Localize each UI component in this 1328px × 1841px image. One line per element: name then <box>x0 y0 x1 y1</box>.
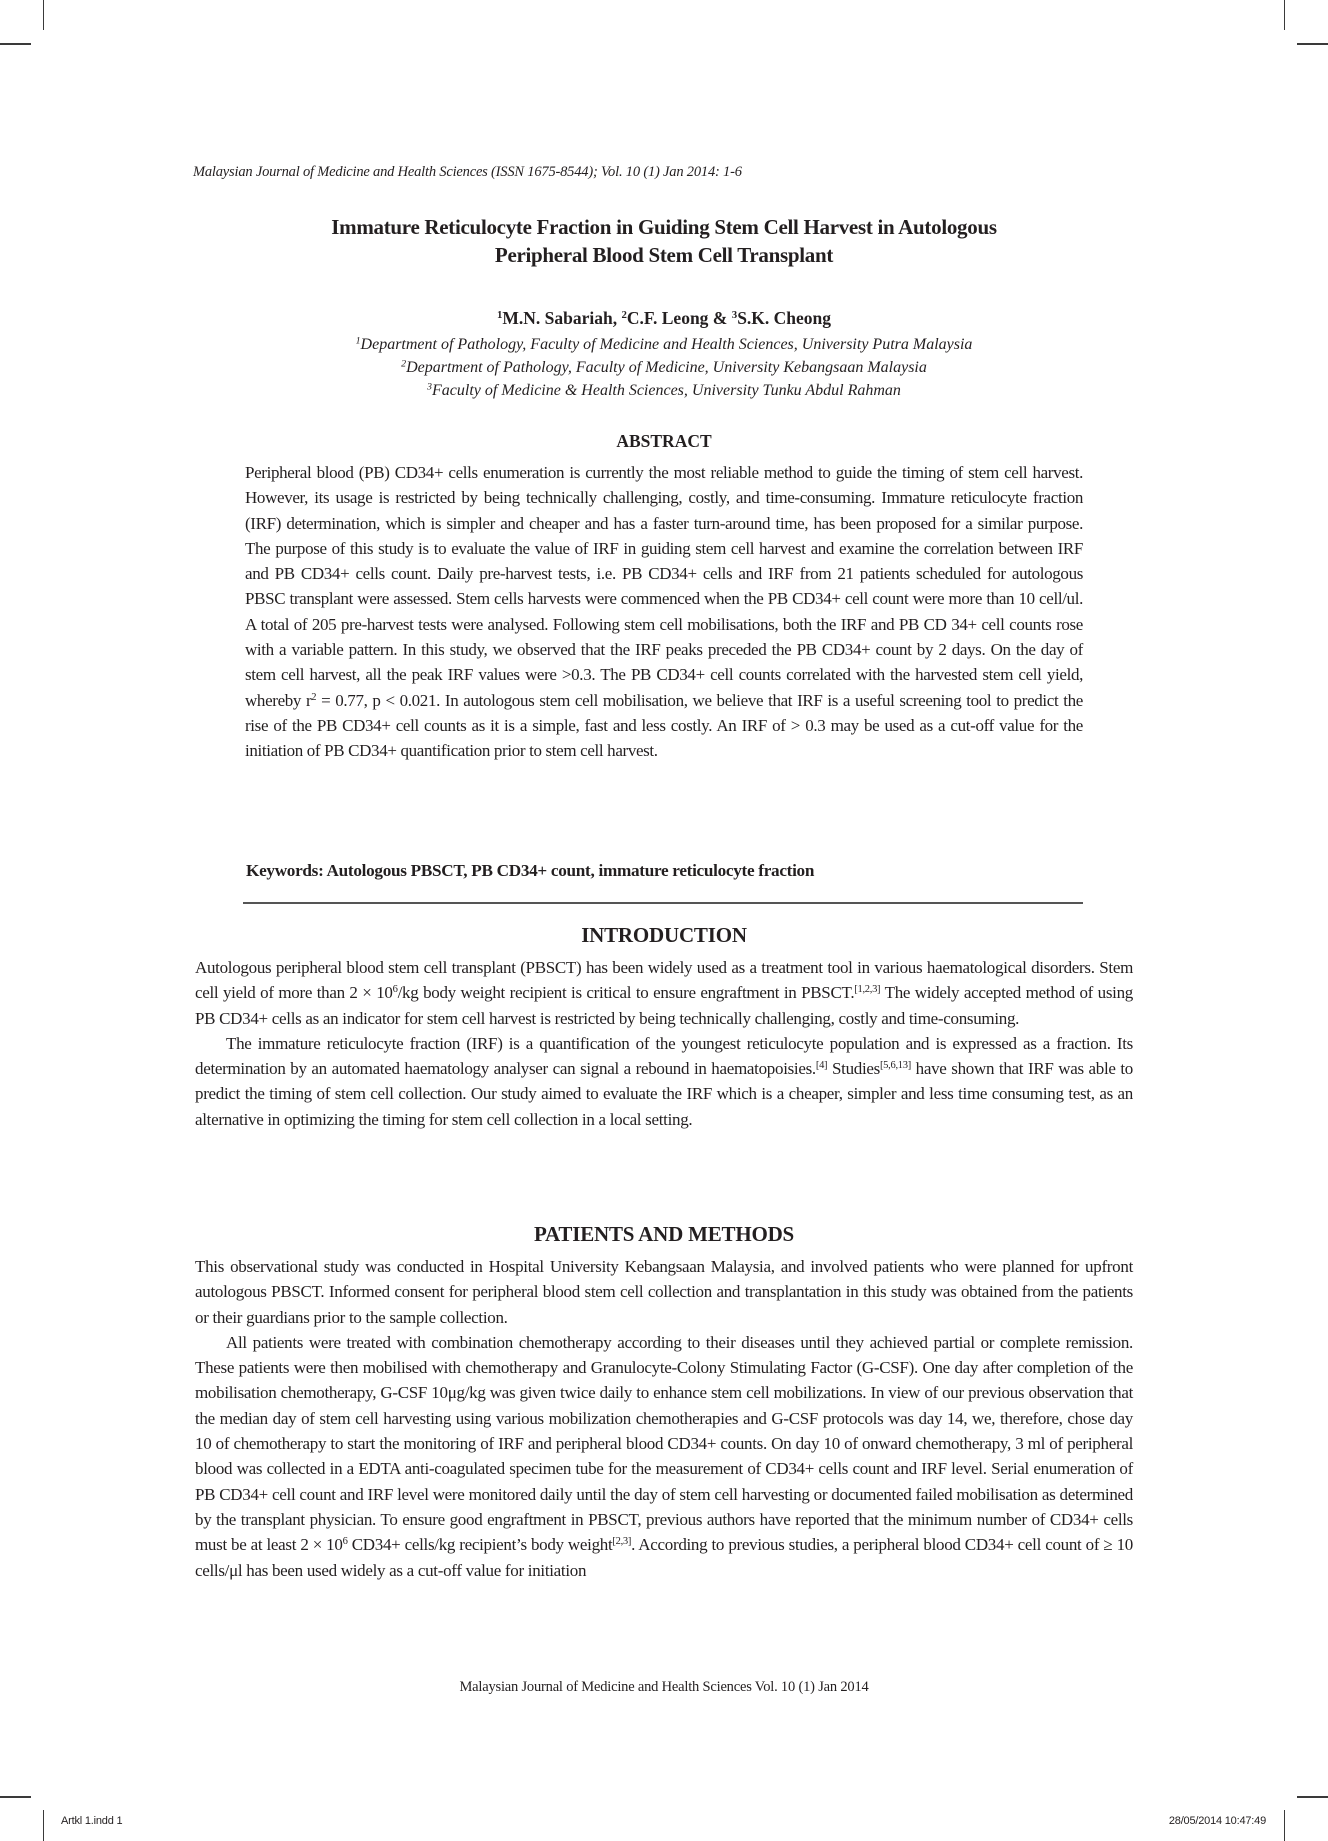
affiliation <box>160 379 1168 402</box>
text-run: CD34+ cells/kg recipient’s body weight <box>347 1535 613 1555</box>
affiliation-sup: 3 <box>427 381 432 393</box>
citation: [5,6,13] <box>879 1060 911 1072</box>
crop-mark <box>43 0 44 30</box>
affiliation-text: Department of Pathology, Faculty of Medicine, University Kebangsaan Malaysia <box>406 359 927 376</box>
citation: [4] <box>815 1060 828 1072</box>
abstract-text-part: Peripheral blood (PB) CD34+ cells enumeration is currently the most reliable method to guide the timing of stem cell harvest. However, its usage is restricted by being technically challenging, costly, and time-consuming. Immature reticulocyte fraction (IRF) determination, which is simpler and cheaper and has a faster turn-around time, has been proposed for a similar purpose. The purpose of this study is to evaluate the value of IRF in guiding stem cell harvest and examine the correlation between IRF and PB CD34+ cells count. Daily pre-harvest tests, i.e. PB CD34+ cells and IRF from 21 patients scheduled for autologous PBSC transplant were assessed. Stem cells harvests were commenced when the PB CD34+ cell count were more than 10 cell/ul. A total of 205 pre-harvest tests were analysed. Following stem cell mobilisations, both the IRF and PB CD 34+ cell counts rose with a variable pattern. In this study, we observed that the IRF peaks preceded the PB CD34+ count by 2 days. On the day of stem cell harvest, all the peak IRF values were >0.3. The PB CD34+ cell counts correlated with the harvested stem cell yield, whereby r <box>245 463 1083 710</box>
author-list <box>160 308 1168 329</box>
slug-timestamp: 28/05/2014 10:47:49 <box>1168 1815 1266 1827</box>
author-name: M.N. Sabariah, <box>502 308 622 328</box>
section-divider <box>243 902 1083 904</box>
abstract-heading: ABSTRACT <box>616 431 712 451</box>
crop-mark <box>0 43 31 45</box>
author-sup: 1 <box>496 309 503 322</box>
paragraph <box>195 1330 1133 1583</box>
abstract-text-part: = 0.77, p < 0.021. In autologous stem cell mobilisation, we believe that IRF is a useful screening tool to predict the rise of the PB CD34+ cell counts as it is a simple, fast and less costly. An IRF of > 0.3 may be used as a cut-off value for the initiation of PB CD34+ quantification prior to stem cell harvest. <box>245 690 1083 761</box>
crop-mark <box>43 1810 44 1841</box>
article-title <box>160 213 1168 269</box>
introduction-body <box>195 955 1133 1132</box>
author-name: S.K. Cheong <box>737 308 832 328</box>
page-footer: Malaysian Journal of Medicine and Health Sciences Vol. 10 (1) Jan 2014 <box>459 1679 869 1695</box>
superscript: 6 <box>342 1536 348 1548</box>
affiliation-sup: 1 <box>355 335 361 347</box>
author-sup: 2 <box>621 309 627 322</box>
text-run: . According to previous studies, a peripheral blood CD34+ cell count of ≥ 10 cells/μl has been used widely as a cut-off value for initiation <box>195 1535 1133 1580</box>
abstract-sup: 2 <box>311 691 317 703</box>
citation: [2,3] <box>612 1536 632 1548</box>
crop-mark <box>1284 0 1285 30</box>
running-head: Malaysian Journal of Medicine and Health Sciences (ISSN 1675-8544); Vol. 10 (1) Jan 2014: 1-6 <box>193 164 742 180</box>
slug-filename: Artkl 1.indd 1 <box>61 1815 123 1827</box>
affiliation <box>160 333 1168 356</box>
text-run: have shown that IRF was able to predict the timing of stem cell collection. Our study aimed to evaluate the IRF which is a cheaper, simpler and less time consuming test, as an alternative in optimizing the timing for stem cell collection in a local setting. <box>195 1059 1133 1129</box>
text-run: Studies <box>827 1059 880 1079</box>
author-sup: 3 <box>731 309 738 322</box>
superscript: 6 <box>392 984 398 996</box>
title-line: Peripheral Blood Stem Cell Transplant <box>494 243 834 267</box>
paragraph <box>195 1031 1133 1132</box>
affiliation-text: Faculty of Medicine & Health Sciences, University Tunku Abdul Rahman <box>432 382 901 399</box>
affiliation <box>160 356 1168 379</box>
crop-mark <box>1284 1810 1285 1841</box>
citation: [1,2,3] <box>854 984 881 996</box>
author-name: C.F. Leong & <box>626 308 732 328</box>
abstract-text <box>245 460 1083 764</box>
crop-mark <box>1297 1796 1328 1798</box>
affiliation-text: Department of Pathology, Faculty of Medicine and Health Sciences, University Putra Malaysia <box>360 336 973 353</box>
methods-heading: PATIENTS AND METHODS <box>533 1222 795 1246</box>
methods-body <box>195 1254 1133 1583</box>
paragraph <box>195 955 1133 1031</box>
affiliations <box>160 333 1168 402</box>
paragraph: This observational study was conducted in Hospital University Kebangsaan Malaysia, and involved patients who were planned for upfront autologous PBSCT. Informed consent for peripheral blood stem cell collection and transplantation in this study was obtained from the patients or their guardians prior to the sample collection. <box>195 1257 1133 1327</box>
text-run: The widely accepted method of using PB CD34+ cells as an indicator for stem cell harvest is restricted by being technically challenging, costly and time-consuming. <box>195 983 1133 1028</box>
affiliation-sup: 2 <box>401 358 407 370</box>
crop-mark <box>1297 43 1328 45</box>
keywords: Keywords: Autologous PBSCT, PB CD34+ count, immature reticulocyte fraction <box>246 861 815 880</box>
text-run: /kg body weight recipient is critical to ensure engraftment in PBSCT. <box>397 983 855 1003</box>
text-run: All patients were treated with combination chemotherapy according to their diseases until they achieved partial or complete remission. These patients were then mobilised with chemotherapy and Granulocyte-Colony Stimulating Factor (G-CSF). One day after completion of the mobilisation chemotherapy, G-CSF 10μg/kg was given twice daily to enhance stem cell mobilizations. In view of our previous observation that the median day of stem cell harvesting using various mobilization chemotherapies and G-CSF protocols was day 14, we, therefore, chose day 10 of chemotherapy to start the monitoring of IRF and peripheral blood CD34+ counts. On day 10 of onward chemotherapy, 3 ml of peripheral blood was collected in a EDTA anti-coagulated specimen tube for the measurement of CD34+ cells count and IRF level. Serial enumeration of PB CD34+ cell count and IRF level were monitored daily until the day of stem cell harvesting or documented failed mobilisation as determined by the transplant physician. To ensure good engraftment in PBSCT, previous authors have reported that the minimum number of CD34+ cells must be at least 2 × 10 <box>195 1332 1133 1555</box>
title-line: Immature Reticulocyte Fraction in Guiding Stem Cell Harvest in Autologous <box>331 215 997 239</box>
text-run: Autologous peripheral blood stem cell transplant (PBSCT) has been widely used as a treatment tool in various haematological disorders. Stem cell yield of more than 2 × 10 <box>195 958 1133 1003</box>
crop-mark <box>0 1796 31 1798</box>
introduction-heading: INTRODUCTION <box>581 923 747 947</box>
text-run: The immature reticulocyte fraction (IRF) is a quantification of the youngest reticulocyte population and is expressed as a fraction. Its determination by an automated haematology analyser can signal a rebound in haematopoisies. <box>195 1033 1133 1079</box>
